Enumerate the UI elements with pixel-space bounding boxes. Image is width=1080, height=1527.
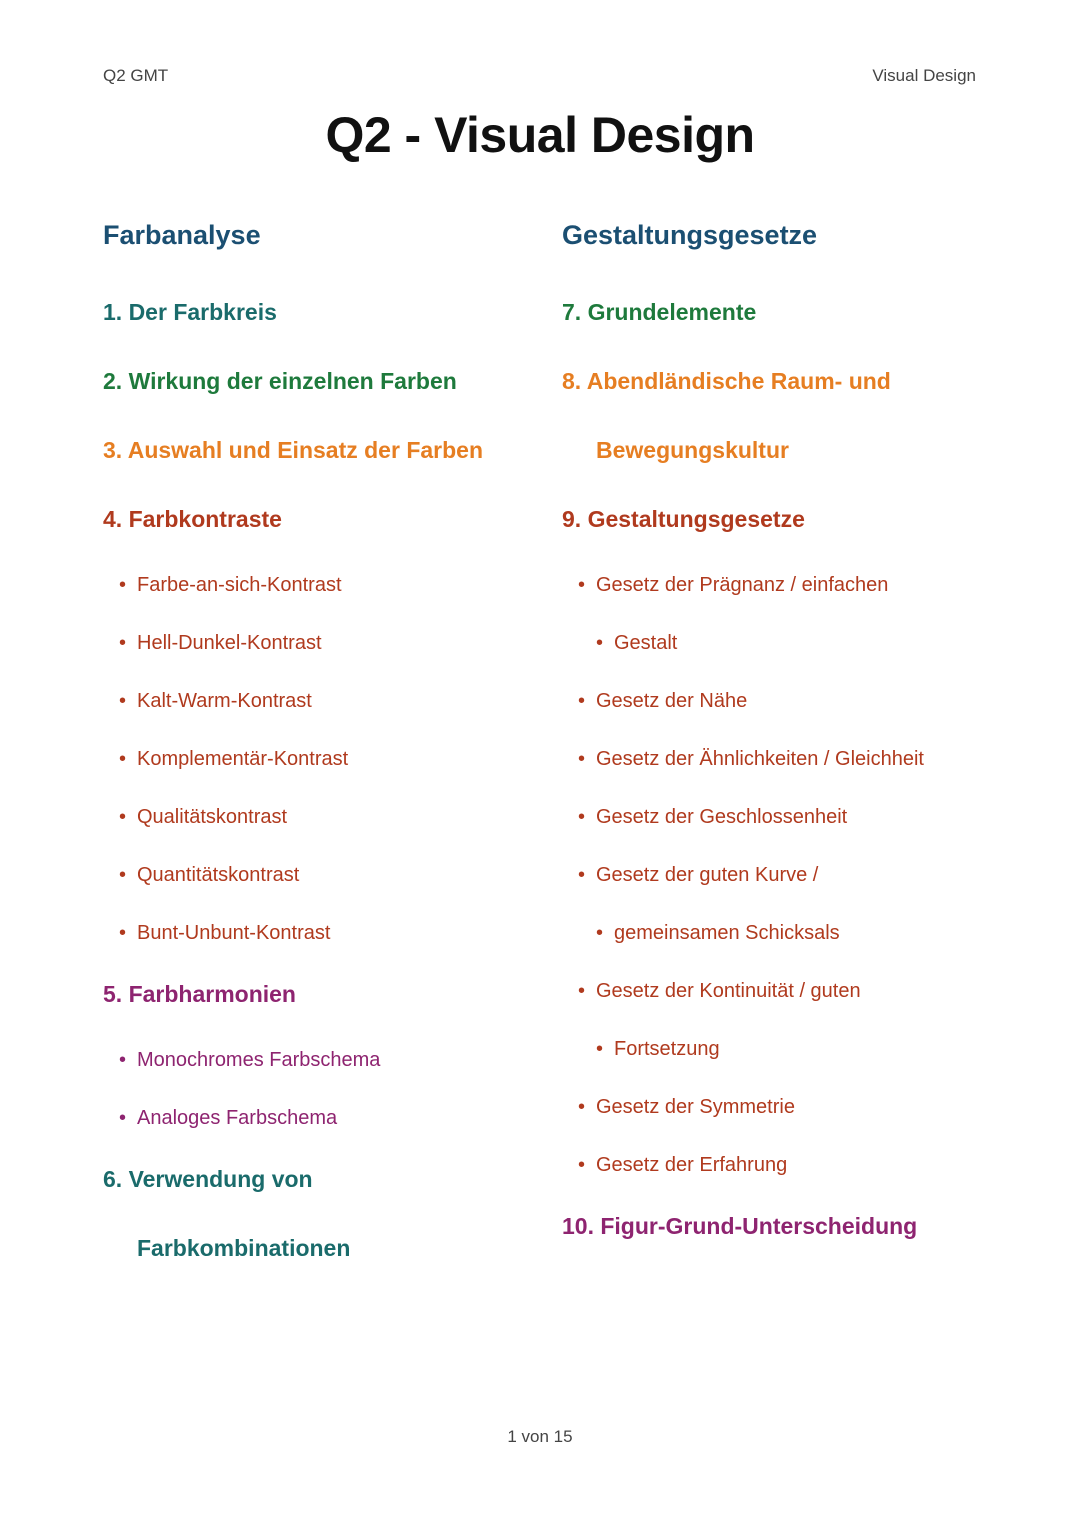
topic-10: 10. Figur-Grund-Unterscheidung xyxy=(562,1213,918,1239)
topic-1: 1. Der Farbkreis xyxy=(103,299,277,325)
topic-6-continued: Farbkombinationen xyxy=(137,1235,351,1261)
list-item: • Bunt-Unbunt-Kontrast xyxy=(119,922,330,945)
list-item: • Gesetz der Erfahrung xyxy=(578,1154,787,1177)
topic-6: 6. Verwendung von xyxy=(103,1166,313,1192)
list-item: • Farbe-an-sich-Kontrast xyxy=(119,574,342,597)
topic-4: 4. Farbkontraste xyxy=(103,506,282,532)
list-item-continued: • gemeinsamen Schicksals xyxy=(596,922,840,945)
list-item: • Gesetz der Geschlossenheit xyxy=(578,806,847,829)
header-subject: Visual Design xyxy=(872,66,976,85)
page-title: Q2 - Visual Design xyxy=(325,107,755,163)
list-item-continued: • Fortsetzung xyxy=(596,1038,720,1061)
section-title-farbanalyse: Farbanalyse xyxy=(103,220,261,250)
list-item: • Gesetz der Ähnlichkeiten / Gleichheit xyxy=(578,748,924,771)
list-item: • Gesetz der Kontinuität / guten xyxy=(578,980,861,1003)
topic-2: 2. Wirkung der einzelnen Farben xyxy=(103,368,457,394)
header-course: Q2 GMT xyxy=(103,66,169,85)
section-title-gestaltungsgesetze: Gestaltungsgesetze xyxy=(562,220,818,250)
list-item: • Qualitätskontrast xyxy=(119,806,287,829)
list-item: • Quantitätskontrast xyxy=(119,864,299,887)
topic-9: 9. Gestaltungsgesetze xyxy=(562,506,805,532)
page-number: 1 von 15 xyxy=(507,1427,573,1446)
topic-3: 3. Auswahl und Einsatz der Farben xyxy=(103,437,483,463)
topic-8-continued: Bewegungskultur xyxy=(596,437,789,463)
topic-7: 7. Grundelemente xyxy=(562,299,757,325)
list-item-continued: • Gestalt xyxy=(596,632,677,655)
list-item: • Gesetz der Symmetrie xyxy=(578,1096,795,1119)
list-item: • Gesetz der Nähe xyxy=(578,690,747,713)
list-item: • Gesetz der Prägnanz / einfachen xyxy=(578,574,888,597)
list-item: • Monochromes Farbschema xyxy=(119,1049,380,1072)
list-item: • Hell-Dunkel-Kontrast xyxy=(119,632,322,655)
list-item: • Gesetz der guten Kurve / xyxy=(578,864,818,887)
list-item: • Komplementär-Kontrast xyxy=(119,748,348,771)
list-item: • Analoges Farbschema xyxy=(119,1107,337,1130)
list-item: • Kalt-Warm-Kontrast xyxy=(119,690,312,713)
topic-8: 8. Abendländische Raum- und xyxy=(562,368,891,394)
topic-5: 5. Farbharmonien xyxy=(103,981,296,1007)
